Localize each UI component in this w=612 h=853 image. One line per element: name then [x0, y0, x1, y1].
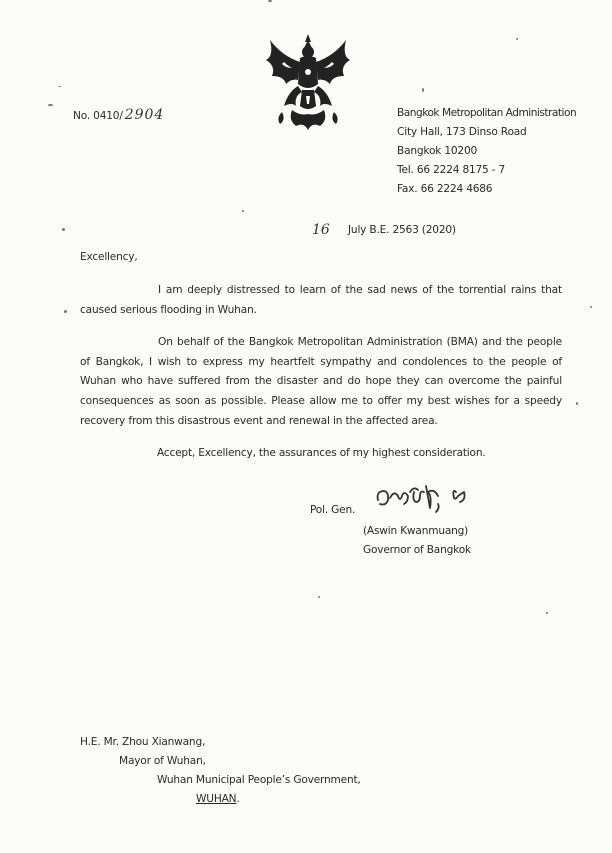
recipient-line2: Mayor of Wuhan,: [119, 755, 206, 767]
signatory-name: (Aswin Kwanmuang): [363, 525, 469, 537]
recipient-line4: WUHAN.: [196, 793, 240, 805]
signature-rank: Pol. Gen.: [310, 504, 356, 516]
sender-fax: Fax. 66 2224 4686: [397, 183, 493, 195]
scan-speck: [422, 88, 424, 92]
sender-tel: Tel. 66 2224 8175 - 7: [397, 164, 506, 176]
scan-speck: [268, 0, 272, 2]
signatory-title: Governor of Bangkok: [363, 544, 471, 556]
scan-speck: [64, 310, 67, 313]
scan-speck: [58, 86, 61, 87]
recipient-city: WUHAN: [196, 793, 237, 805]
closing-line: Accept, Excellency, the assurances of my highest consideration.: [157, 447, 486, 459]
scan-speck: [242, 210, 244, 212]
recipient-line1: H.E. Mr. Zhou Xianwang,: [80, 736, 206, 748]
scan-speck: [590, 306, 592, 308]
scan-speck: [546, 612, 548, 614]
scan-speck: [516, 38, 518, 40]
reference-prefix: No. 0410/: [73, 110, 123, 122]
scan-speck: [576, 402, 578, 405]
date-text: July B.E. 2563 (2020): [348, 224, 456, 236]
reference-number: [73, 107, 164, 123]
recipient-line3: Wuhan Municipal People’s Government,: [157, 774, 361, 786]
salutation: Excellency,: [80, 251, 138, 263]
handwritten-signature: [374, 478, 474, 514]
sender-address-line2: Bangkok 10200: [397, 145, 478, 157]
date-day-handwritten: 16: [312, 222, 330, 238]
scan-speck: [318, 596, 320, 598]
sender-address-line1: City Hall, 173 Dinso Road: [397, 126, 527, 138]
scan-speck: [48, 104, 53, 106]
garuda-emblem-icon: [262, 32, 354, 132]
body-paragraph-1: I am deeply distressed to learn of the sad news of the torrential rains that caused serious flooding in Wuhan.: [80, 284, 562, 316]
body-paragraph-2: On behalf of the Bangkok Metropolitan Administration (BMA) and the people of Bangkok, I wish to express my heartfelt sympathy and condolences to the people of Wuhan who have suffered from the disaster and do hope they can overcome the painful consequences as soon as possible. Please allow me to offer my best wishes for a speedy recovery from this disastrous event and renewal in the affected area.: [80, 336, 562, 427]
reference-handwritten: 2904: [124, 107, 165, 123]
scan-speck: [62, 228, 65, 231]
sender-organization: Bangkok Metropolitan Administration: [397, 107, 577, 119]
